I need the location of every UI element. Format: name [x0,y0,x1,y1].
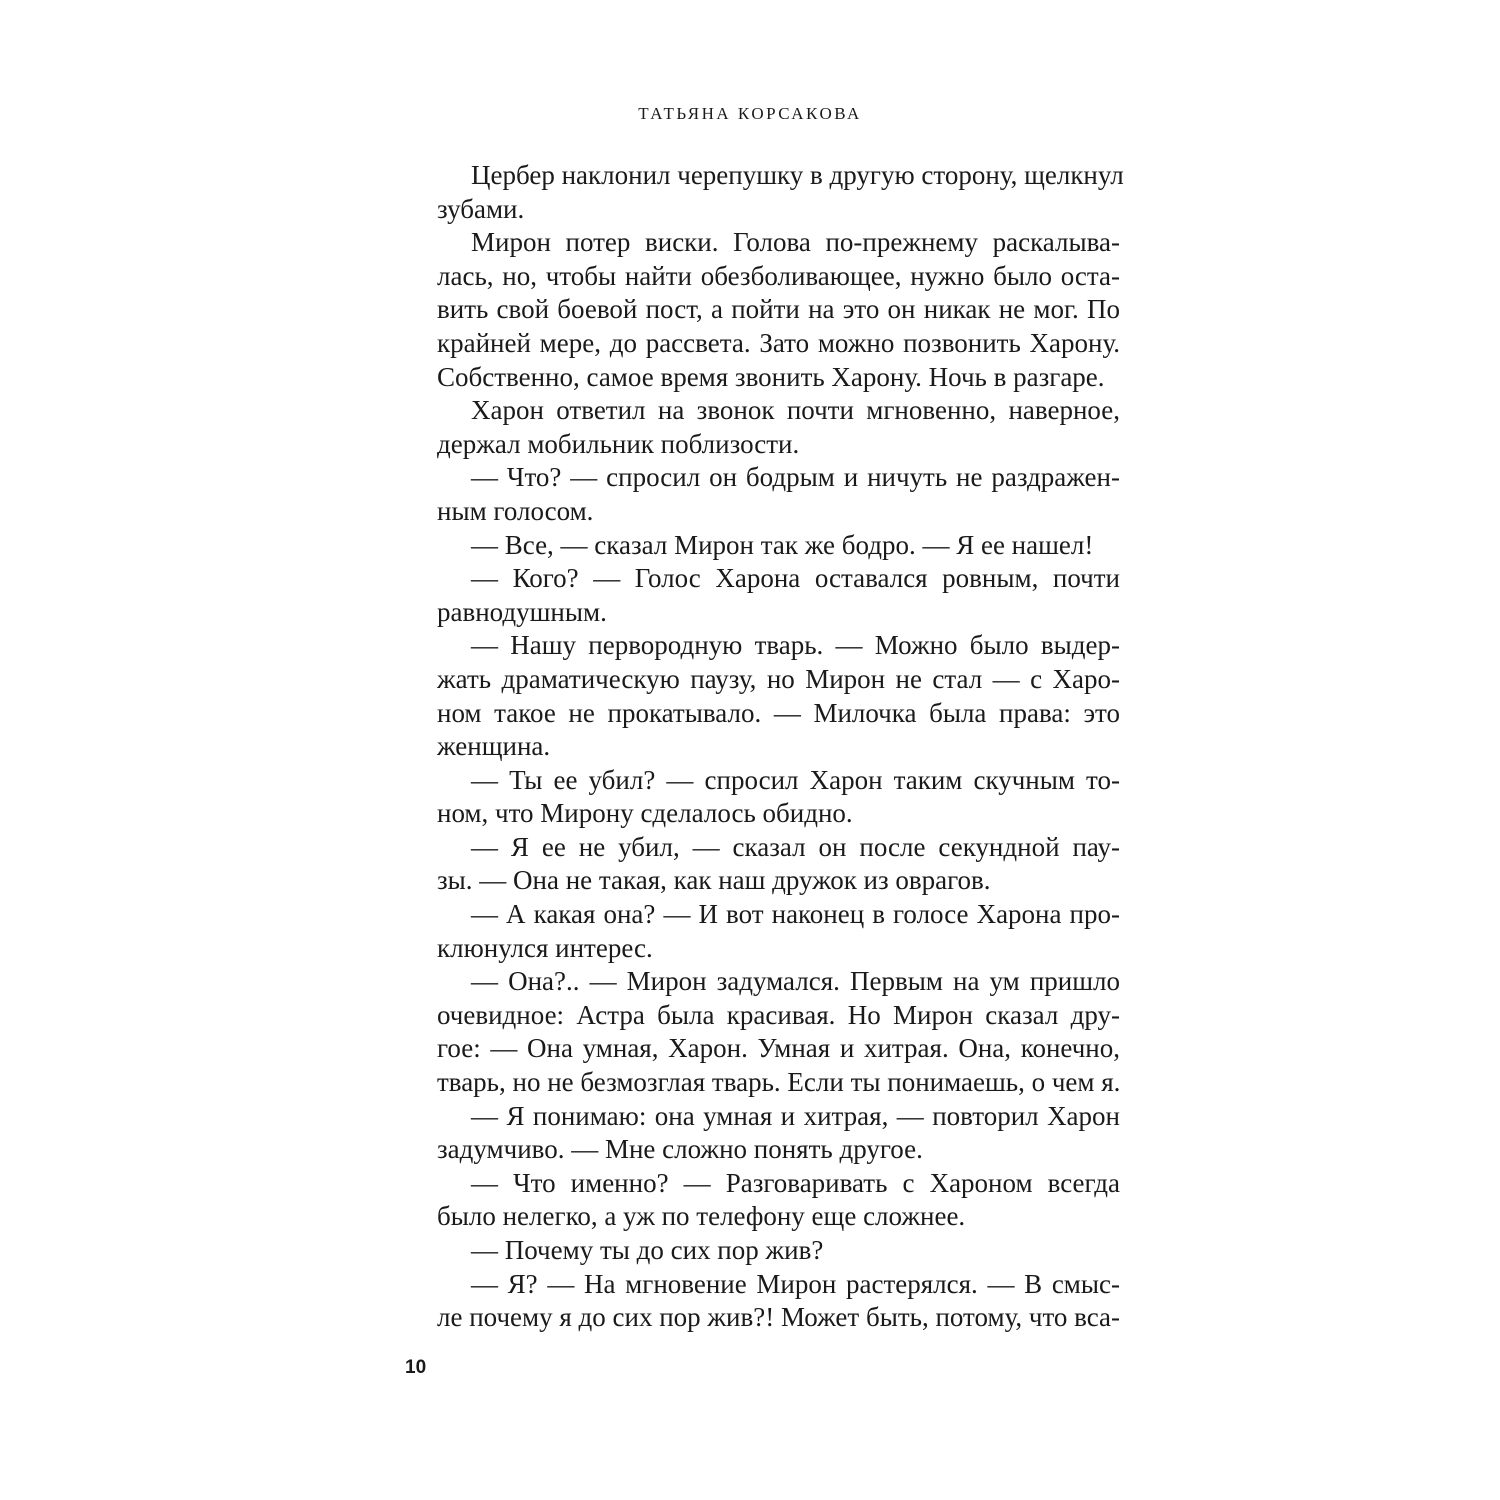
text-line: Мирон потер виски. Голова по-прежнему раскалыва- [471,227,1120,258]
text-line: — Что? — спросил он бодрым и ничуть не раздражен- [471,462,1120,493]
text-line: задумчиво. — Мне сложно понять другое. [437,1134,923,1165]
text-line: лась, но, чтобы найти обезболивающее, нужно было оста- [437,260,1120,291]
text-line: вить свой боевой пост, а пойти на это он никак не мог. По [437,294,1120,325]
text-line: — Я? — На мгновение Мирон растерялся. — В смыс- [471,1268,1120,1299]
text-line: — Все, — сказал Мирон так же бодро. — Я ее нашел! [471,529,1094,560]
text-line: — Я понимаю: она умная и хитрая, — повторил Харон [471,1100,1120,1131]
text-line: — Почему ты до сих пор жив? [471,1235,824,1265]
text-line: — А какая она? — И вот наконец в голосе Харона про- [471,899,1120,930]
text-line: ном, что Мирону сделалось обидно. [437,798,853,829]
text-line: — Ты ее убил? — спросил Харон таким скучным то- [471,764,1120,795]
text-line: держал мобильник поблизости. [437,428,800,459]
text-line: зы. — Она не такая, как наш дружок из оврагов. [437,865,991,896]
text-line: Цербер наклонил черепушку в другую сторону, щелкнул [471,160,1124,190]
text-line: — Я ее не убил, — сказал он после секундной пау- [471,831,1120,862]
body-text [437,159,1124,1335]
text-line: — Она?.. — Мирон задумался. Первым на ум пришло [471,966,1120,997]
text-line: зубами. [437,193,525,224]
page-number: 10 [405,1357,427,1378]
text-line: клюнулся интерес. [437,932,653,963]
running-header-author: ТАТЬЯНА КОРСАКОВА [638,104,862,123]
text-line: ле почему я до сих пор жив?! Может быть, потому, что вса- [437,1302,1121,1333]
text-line: — Нашу первородную тварь. — Можно было выдер- [471,630,1120,661]
text-line: — Что именно? — Разговаривать с Хароном всегда [471,1167,1120,1198]
text-line: тварь, но не безмозглая тварь. Если ты понимаешь, о чем я. [437,1067,1121,1098]
text-line: женщина. [437,731,551,762]
text-line: ным голосом. [437,495,594,526]
text-line: крайней мере, до рассвета. Зато можно позвонить Харону. [437,327,1120,358]
text-line: ном такое не прокатывало. — Милочка была права: это [437,697,1120,728]
text-line: очевидное: Астра была красивая. Но Мирон сказал дру- [437,999,1120,1030]
text-line: гое: — Она умная, Харон. Умная и хитрая. Она, конечно, [437,1033,1120,1064]
text-line: — Кого? — Голос Харона оставался ровным, почти [471,563,1120,594]
text-line: равнодушным. [437,596,607,627]
text-line: Собственно, самое время звонить Харону. Ночь в разгаре. [437,361,1105,392]
text-line: Харон ответил на звонок почти мгновенно, наверное, [471,395,1120,426]
text-line: было нелегко, а уж по телефону еще сложнее. [437,1201,966,1232]
text-line: жать драматическую паузу, но Мирон не стал — с Харо- [437,663,1120,694]
